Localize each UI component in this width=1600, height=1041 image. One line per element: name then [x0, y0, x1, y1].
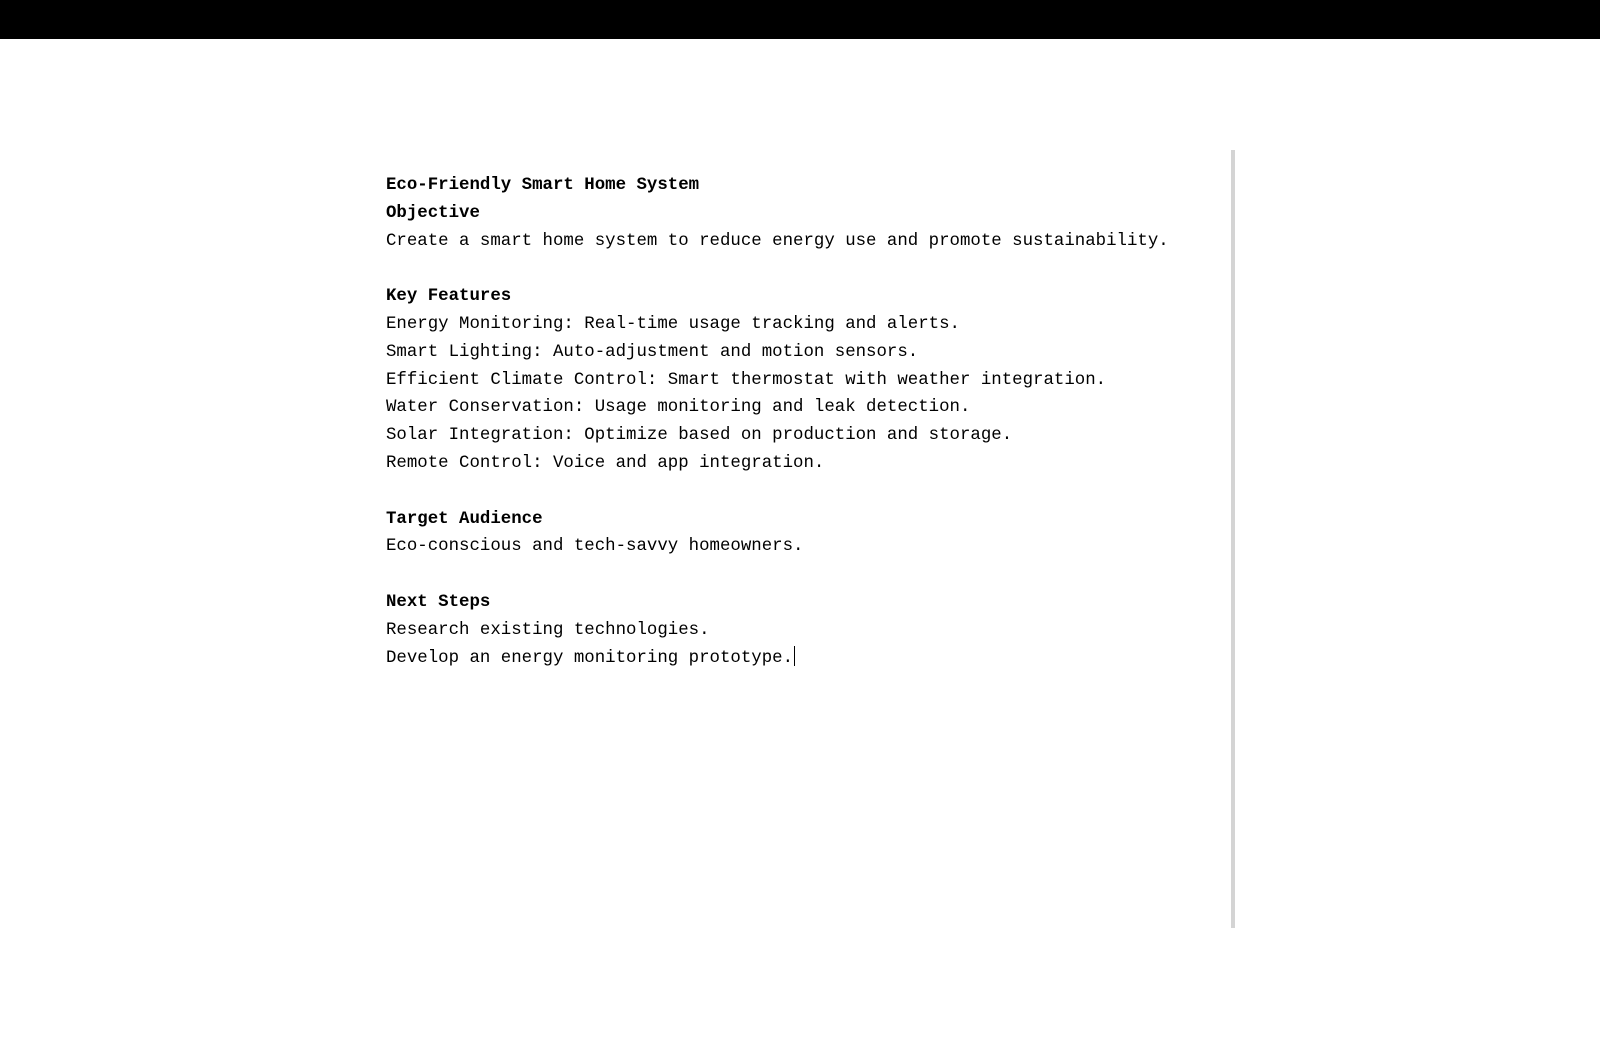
target-audience-text[interactable]: Eco-conscious and tech-savvy homeowners.: [386, 537, 804, 557]
feature-item[interactable]: Remote Control: Voice and app integration.: [386, 453, 825, 473]
text-cursor: [794, 646, 795, 666]
feature-item[interactable]: Energy Monitoring: Real-time usage tracking and alerts.: [386, 314, 960, 334]
next-step-item-last[interactable]: [386, 645, 1206, 673]
feature-item[interactable]: Efficient Climate Control: Smart thermostat with weather integration.: [386, 370, 1107, 390]
next-step-item[interactable]: Research existing technologies.: [386, 620, 710, 640]
blank-line[interactable]: [386, 255, 1206, 283]
next-step-item-text[interactable]: Develop an energy monitoring prototype.: [386, 648, 794, 668]
vertical-scrollbar[interactable]: [1231, 150, 1235, 928]
key-features-heading[interactable]: Key Features: [386, 287, 512, 307]
top-bar: [0, 0, 1600, 39]
document-editor[interactable]: [386, 172, 1206, 672]
target-audience-heading[interactable]: Target Audience: [386, 509, 543, 529]
blank-line[interactable]: [386, 478, 1206, 506]
objective-text[interactable]: Create a smart home system to reduce energy use and promote sustainability.: [386, 231, 1169, 251]
document-title[interactable]: Eco-Friendly Smart Home System: [386, 176, 700, 195]
feature-item[interactable]: Water Conservation: Usage monitoring and leak detection.: [386, 398, 971, 418]
feature-item[interactable]: Solar Integration: Optimize based on production and storage.: [386, 426, 1013, 446]
blank-line[interactable]: [386, 561, 1206, 589]
feature-item[interactable]: Smart Lighting: Auto-adjustment and motion sensors.: [386, 342, 919, 362]
objective-heading[interactable]: Objective: [386, 203, 480, 223]
next-steps-heading[interactable]: Next Steps: [386, 592, 491, 612]
